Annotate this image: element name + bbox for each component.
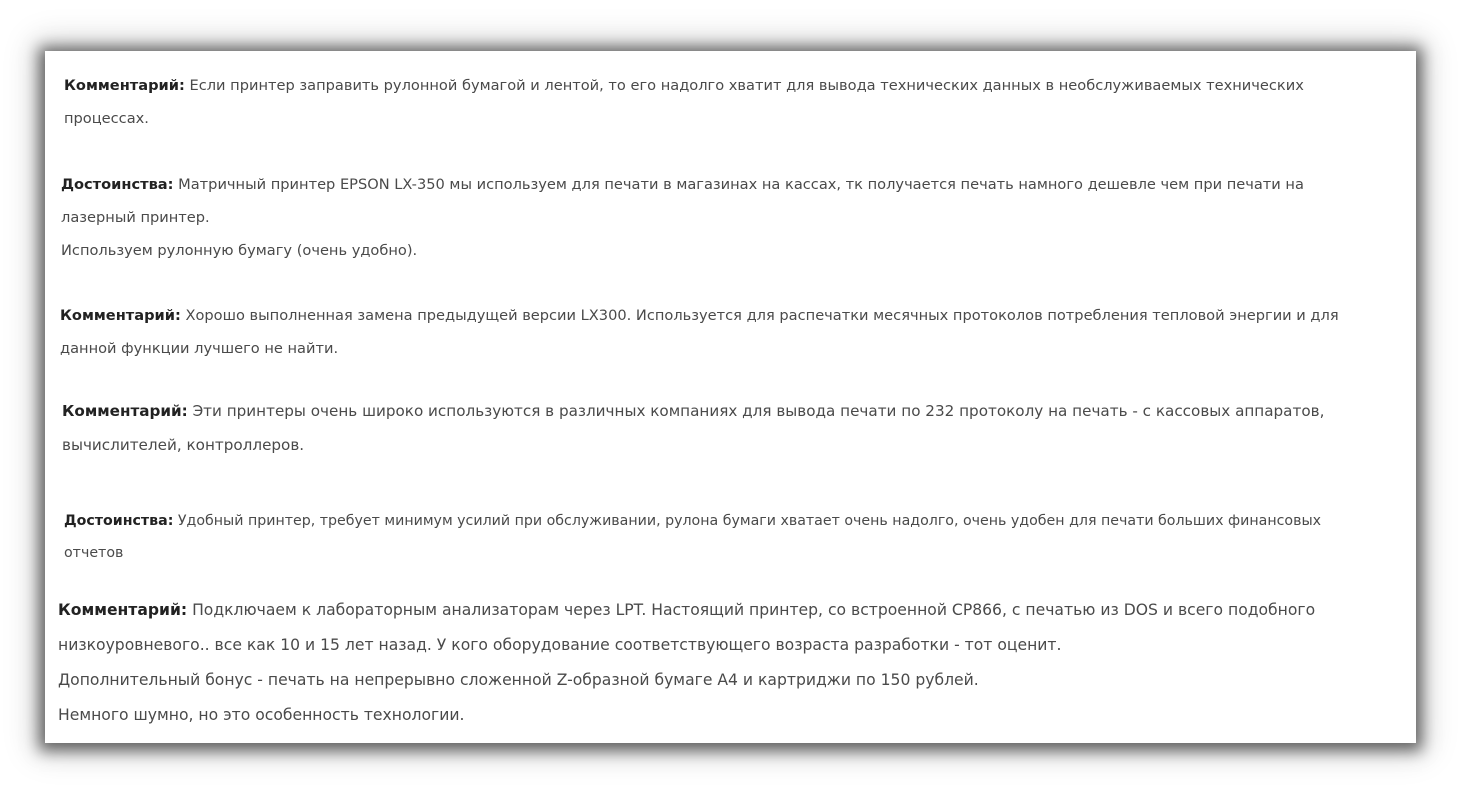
review-line: процессах.: [64, 110, 149, 127]
review-advantages-1: [61, 168, 1304, 267]
review-text: Эти принтеры очень широко используются в различных компаниях для вывода печати по 232 протоколу на печать - с кассовых аппаратов,: [187, 402, 1325, 420]
review-line: вычислителей, контроллеров.: [62, 436, 305, 454]
review-label: Комментарий:: [60, 307, 181, 324]
review-label: Комментарий:: [62, 402, 188, 420]
review-text: Удобный принтер, требует минимум усилий при обслуживании, рулона бумаги хватает очень надолго, очень удобен для печати больших финансовых: [173, 513, 1322, 529]
review-comment-3: [62, 394, 1324, 462]
review-line: [61, 168, 1304, 201]
review-line: [64, 69, 1304, 102]
review-line: лазерный принтер.: [61, 209, 210, 226]
review-line: Дополнительный бонус - печать на непрерывно сложенной Z-образной бумаге А4 и картриджи по 150 рублей.: [58, 671, 979, 689]
review-text: Если принтер заправить рулонной бумагой и лентой, то его надолго хватит для вывода технических данных в необслуживаемых технических: [184, 77, 1304, 94]
review-label: Комментарий:: [58, 601, 188, 619]
review-text: Матричный принтер EPSON LX-350 мы используем для печати в магазинах на кассах, тк получается печать намного дешевле чем при печати на: [173, 176, 1304, 193]
review-comment-1: [64, 69, 1304, 135]
review-text: Хорошо выполненная замена предыдущей версии LX300. Используется для распечатки месячных протоколов потребления тепловой энергии и для: [180, 307, 1339, 324]
review-label: Достоинства:: [64, 513, 174, 529]
review-comment-4: [58, 593, 1315, 733]
review-comment-2: [60, 299, 1339, 365]
review-line: низкоуровневого.. все как 10 и 15 лет назад. У кого оборудование соответствующего возраста разработки - тот оценит.: [58, 636, 1062, 654]
review-label: Комментарий:: [64, 77, 185, 94]
review-line: [64, 505, 1321, 537]
reviews-card: [45, 51, 1416, 743]
review-line: [58, 593, 1315, 628]
review-line: данной функции лучшего не найти.: [60, 340, 339, 357]
review-line: отчетов: [64, 545, 124, 561]
review-line: Немного шумно, но это особенность технологии.: [58, 706, 465, 724]
review-label: Достоинства:: [61, 176, 174, 193]
review-line: [62, 394, 1324, 428]
review-line: [60, 299, 1339, 332]
review-text: Подключаем к лабораторным анализаторам через LPT. Настоящий принтер, со встроенной CP866, с печатью из DOS и всего подобного: [187, 601, 1316, 619]
review-line: Используем рулонную бумагу (очень удобно).: [61, 242, 418, 259]
review-advantages-2: [64, 505, 1321, 569]
